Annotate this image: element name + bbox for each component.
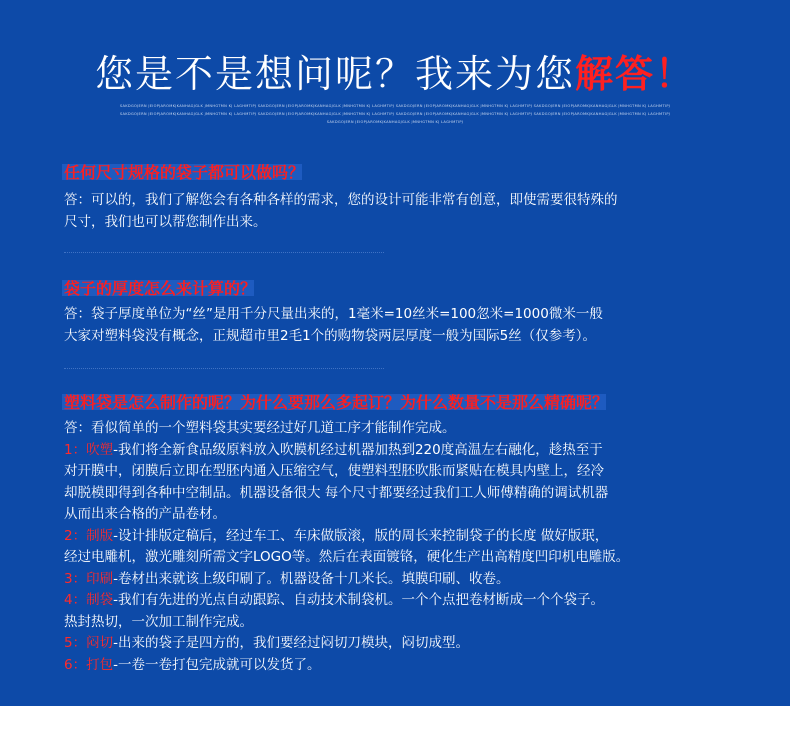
step-text: -一卷一卷打包完成就可以发货了。 (113, 656, 321, 673)
step-text: 从而出来合格的产品卷材。 (64, 506, 226, 522)
process-step (64, 526, 744, 569)
faq2-answer (64, 304, 744, 347)
process-step (64, 440, 744, 526)
step-name: 吹塑 (86, 441, 114, 458)
step-number: 2： (64, 527, 87, 544)
step-text: 却脱模即得到各种中空制品。机器设备很大 每个尺寸都要经过我们工人师傅精确的调试机器 (64, 484, 609, 501)
step-name: 制版 (86, 527, 114, 544)
step-text: 热封热切，一次加工制作完成。 (64, 613, 253, 630)
step-name: 闷切 (86, 635, 114, 651)
decorative-subtitle: SAKDGOJERN JEIOPJAROMKJKANHAGJGLK JMNHGTMN KJ LAGHMTIPJ SAKDGOJERN JEIOPJAROMKJKANHAGJGLK JMNHGTMN KJ LAGHMTIPJ SAKDGOJERN JEIOPJAROMKJKANHAGJGLK JMNHGTMN KJ LAGHMTIPJ SAKDGOJERN JEIOPJAROMKJKANHAGJGLK JMNHGTMN KJ LAGHMTIPJ SAKDGOJERN JEIOPJAROMKJKANHAGJGLK JMNHGTMN KJ LAGHMTIPJ SAKDGOJERN JEIOPJAROMKJKANHAGJGLK JMNHGTMN KJ LAGHMTIPJ SAKDGOJERN JEIOPJAROMKJKANHAGJGLK JMNHGTMN KJ LAGHMTIPJ SAKDGOJERN JEIOPJAROMKJKANHAGJGLK JMNHGTMN KJ LAGHMTIPJ SAKDGOJERN JEIOPJAROMKJKANHAGJGLK JMNHGTMN KJ LAGHMTIPJ (119, 104, 671, 124)
faq1-answer (64, 190, 744, 233)
process-step (64, 569, 744, 591)
step-number: 5： (64, 635, 87, 651)
faq1-question: 任何尺寸规格的袋子都可以做吗？ (64, 163, 305, 182)
faq3-answer (64, 418, 744, 676)
step-text: 经过电雕机，激光雕刻所需文字LOGO等。然后在表面镀铬，硬化生产出高精度凹印机电雕版。 (64, 549, 630, 565)
faq3-question: 塑料袋是怎么制作的呢？为什么要那么多起订？为什么数量不是那么精确呢？ (64, 393, 609, 412)
process-step (64, 590, 744, 633)
faq3-intro: 答：看似简单的一个塑料袋其实要经过好几道工序才能制作完成。 (64, 420, 456, 436)
divider (64, 252, 384, 253)
faq2-answer-line: 大家对塑料袋没有概念，正规超市里2毛1个的购物袋两层厚度一般为国际5丝（仅参考）。 (64, 327, 597, 344)
step-text: -我们有先进的光点自动跟踪、自动技术制袋机。一个个点把卷材断成一个个袋子。 (113, 592, 604, 608)
faq2-answer-line: 答：袋子厚度单位为“丝”是用千分尺量出来的，1毫米=10丝米=100忽米=1000微米一般 (64, 306, 603, 322)
step-name: 印刷 (86, 570, 114, 587)
step-text: -出来的袋子是四方的，我们要经过闷切刀模块，闷切成型。 (113, 635, 469, 651)
title-main: 您是不是想问呢？我来为您 (94, 52, 575, 96)
faq1-answer-line: 答：可以的，我们了解您会有各种各样的需求，您的设计可能非常有创意，即使需要很特殊的 (64, 192, 618, 208)
step-name: 制袋 (86, 592, 114, 608)
step-number: 4： (64, 592, 87, 608)
step-number: 1： (64, 441, 87, 458)
title-highlight: 解答！ (575, 52, 696, 96)
step-text: 对开膜中，闭膜后立即在型胚内通入压缩空气，使塑料型胚吹胀而紧贴在模具内壁上，经冷 (64, 463, 604, 479)
step-text: -卷材出来就该上级印刷了。机器设备十几米长。填膜印刷、收卷。 (113, 570, 510, 587)
step-number: 6： (64, 656, 87, 673)
faq2-question: 袋子的厚度怎么来计算的？ (64, 279, 257, 298)
step-name: 打包 (86, 656, 114, 673)
step-number: 3： (64, 570, 87, 587)
process-step (64, 633, 744, 655)
process-step (64, 655, 744, 677)
page-title (0, 48, 790, 100)
step-text: -设计排版定稿后，经过车工、车床做版滚，版的周长来控制袋子的长度 做好版珉， (113, 527, 609, 544)
divider (64, 368, 384, 369)
step-text: -我们将全新食品级原料放入吹膜机经过机器加热到220度高温左右融化，趁热至于 (113, 441, 603, 458)
faq1-answer-line: 尺寸，我们也可以帮您制作出来。 (64, 213, 267, 230)
